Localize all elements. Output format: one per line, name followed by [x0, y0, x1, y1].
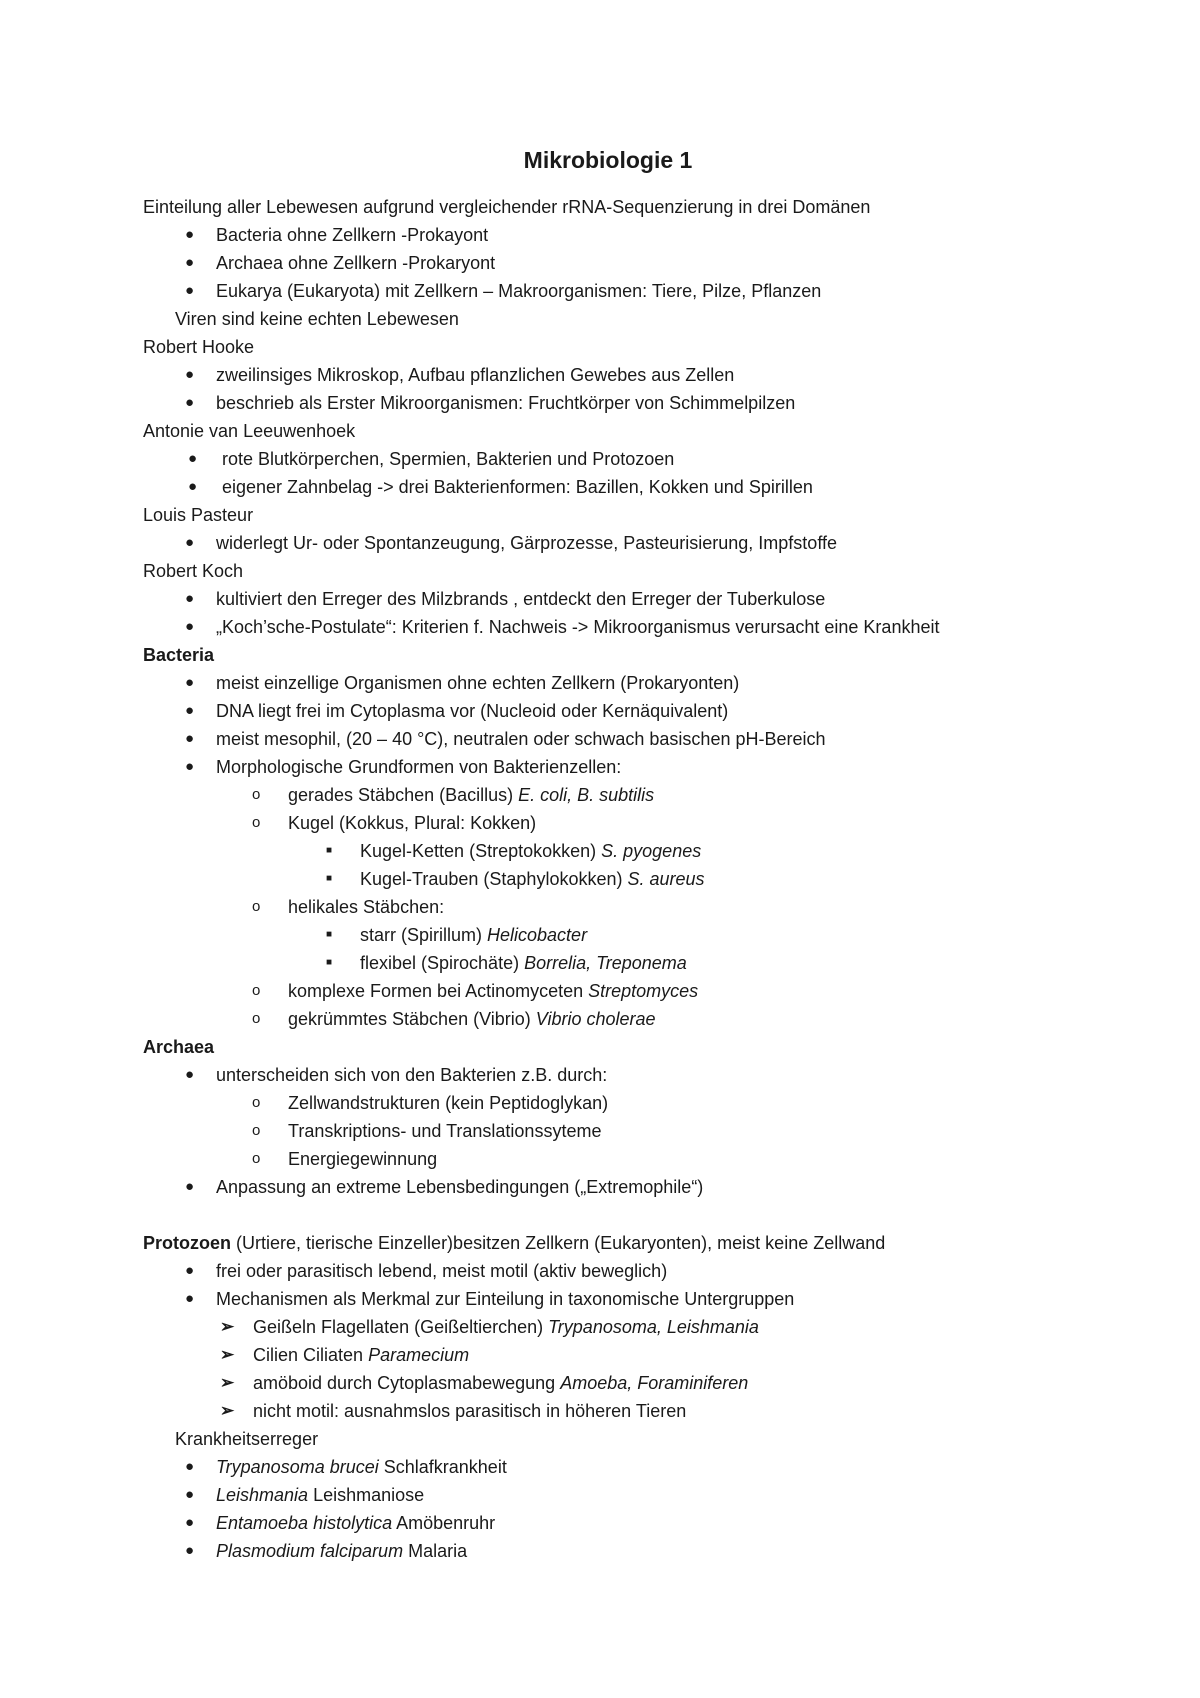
line-text: [216, 669, 739, 697]
list-item: [143, 389, 1073, 417]
text-run: helikales Stäbchen:: [288, 897, 445, 917]
bullet-marker: ●: [185, 254, 195, 271]
text-run: meist einzellige Organismen ohne echten Zellkern (Prokaryonten): [216, 673, 740, 693]
text-run: Bacteria ohne Zellkern -Prokayont: [216, 225, 489, 245]
text-run: Amöbenruhr: [392, 1513, 496, 1533]
bullet-marker: ●: [185, 1262, 195, 1279]
list-item: [143, 949, 1073, 977]
italic-text: Entamoeba histolytica: [216, 1513, 393, 1533]
line-text: [253, 1369, 748, 1397]
line-text: [253, 1341, 469, 1369]
line-text: [222, 445, 674, 473]
arrow-marker: ➢: [220, 1401, 235, 1420]
list-item: [143, 1005, 1073, 1033]
text-run: komplexe Formen bei Actinomyceten: [288, 981, 589, 1001]
bullet-marker: ●: [188, 478, 198, 495]
line-text: [288, 893, 444, 921]
bullet-marker: ●: [185, 394, 195, 411]
italic-text: Leishmania: [216, 1485, 309, 1505]
line-text: [216, 1257, 667, 1285]
list-item: [143, 865, 1073, 893]
italic-text: Streptomyces: [588, 981, 699, 1001]
list-item: [143, 1257, 1073, 1285]
italic-text: E. coli, B. subtilis: [518, 785, 655, 805]
list-item: [143, 613, 1073, 641]
list-item: [143, 921, 1073, 949]
text-run: Archaea ohne Zellkern -Prokaryont: [216, 253, 496, 273]
line-text: [288, 1117, 601, 1145]
line-text: [216, 613, 939, 641]
list-item: [143, 669, 1073, 697]
bold-text: Protozoen: [143, 1233, 231, 1253]
line-text: [288, 809, 536, 837]
line-text: [143, 333, 254, 361]
text-run: Schlafkrankheit: [378, 1457, 507, 1477]
line-text: [360, 865, 705, 893]
text-run: Geißeln Flagellaten (Geißeltierchen): [253, 1317, 549, 1337]
list-item: [143, 1397, 1073, 1425]
bullet-marker: ●: [185, 730, 195, 747]
text-run: Krankheitserreger: [175, 1429, 319, 1449]
line-text: [288, 781, 654, 809]
text-run: Louis Pasteur: [143, 505, 254, 525]
text-run: nicht motil: ausnahmslos parasitisch in höheren Tieren: [253, 1401, 687, 1421]
page-title: Mikrobiologie 1: [523, 147, 693, 173]
bullet-marker: ●: [185, 1178, 195, 1195]
line-text: [216, 1537, 467, 1565]
text-run: Kugel-Ketten (Streptokokken): [360, 841, 602, 861]
text-run: Eukarya (Eukaryota) mit Zellkern – Makroorganismen: Tiere, Pilze, Pflanzen: [216, 281, 822, 301]
text-run: Transkriptions- und Translationssyteme: [288, 1121, 602, 1141]
text-line: [143, 1033, 1073, 1061]
line-text: [175, 305, 459, 333]
italic-text: Borrelia, Treponema: [524, 953, 687, 973]
arrow-marker: ➢: [220, 1317, 235, 1336]
text-run: Malaria: [403, 1541, 468, 1561]
bullet-marker: ●: [185, 1290, 195, 1307]
bullet-marker: ●: [185, 702, 195, 719]
text-line: [143, 501, 1073, 529]
bullet-marker: ●: [185, 1066, 195, 1083]
text-run: starr (Spirillum): [360, 925, 488, 945]
text-run: frei oder parasitisch lebend, meist motil (aktiv beweglich): [216, 1261, 668, 1281]
list-item: [143, 1341, 1073, 1369]
line-text: [143, 641, 214, 669]
line-text: [216, 249, 495, 277]
line-text: [143, 501, 253, 529]
line-text: [216, 1481, 424, 1509]
text-run: Anpassung an extreme Lebensbedingungen („Extremophile“): [216, 1177, 704, 1197]
text-run: eigener Zahnbelag -> drei Bakterienformen: Bazillen, Kokken und Spirillen: [222, 477, 813, 497]
text-run: Energiegewinnung: [288, 1149, 438, 1169]
text-line: [143, 417, 1073, 445]
text-run: DNA liegt frei im Cytoplasma vor (Nucleoid oder Kernäquivalent): [216, 701, 729, 721]
bold-text: Archaea: [143, 1037, 215, 1057]
text-run: zweilinsiges Mikroskop, Aufbau pflanzlichen Gewebes aus Zellen: [216, 365, 735, 385]
italic-text: Plasmodium falciparum: [216, 1541, 404, 1561]
circle-marker: o: [252, 898, 261, 915]
text-run: Kugel-Trauben (Staphylokokken): [360, 869, 628, 889]
list-item: [143, 1537, 1073, 1565]
line-text: [222, 473, 813, 501]
list-item: [143, 221, 1073, 249]
list-item: [143, 1453, 1073, 1481]
italic-text: Amoeba, Foraminiferen: [560, 1373, 749, 1393]
line-text: [216, 725, 826, 753]
text-line: [143, 641, 1073, 669]
list-item: [143, 977, 1073, 1005]
text-run: Robert Hooke: [143, 337, 255, 357]
list-item: [143, 1285, 1073, 1313]
italic-text: Paramecium: [368, 1345, 470, 1365]
line-text: [360, 921, 587, 949]
bullet-marker: ●: [185, 534, 195, 551]
line-text: [143, 557, 243, 585]
line-text: [216, 1509, 495, 1537]
text-run: Mechanismen als Merkmal zur Einteilung in taxonomische Untergruppen: [216, 1289, 795, 1309]
line-text: [216, 1173, 703, 1201]
bullet-marker: ●: [185, 674, 195, 691]
list-item: [143, 893, 1073, 921]
square-marker: ■: [326, 845, 333, 856]
line-text: [216, 1285, 794, 1313]
text-run: amöboid durch Cytoplasmabewegung: [253, 1373, 561, 1393]
line-text: [288, 1005, 656, 1033]
line-text: [216, 361, 734, 389]
line-text: [216, 585, 825, 613]
line-text: [143, 1229, 885, 1257]
bullet-marker: ●: [185, 282, 195, 299]
list-item: [143, 249, 1073, 277]
line-text: [216, 221, 488, 249]
text-run: unterscheiden sich von den Bakterien z.B. durch:: [216, 1065, 608, 1085]
text-run: meist mesophil, (20 – 40 °C), neutralen oder schwach basischen pH-Bereich: [216, 729, 826, 749]
line-text: [216, 277, 821, 305]
list-item: [143, 809, 1073, 837]
italic-text: S. pyogenes: [601, 841, 702, 861]
bullet-marker: ●: [185, 1542, 195, 1559]
arrow-marker: ➢: [220, 1345, 235, 1364]
list-item: [143, 473, 1073, 501]
line-text: [175, 1425, 318, 1453]
line-text: [253, 1397, 686, 1425]
line-text: [143, 1033, 214, 1061]
text-run: gerades Stäbchen (Bacillus): [288, 785, 519, 805]
circle-marker: o: [252, 1010, 261, 1027]
text-run: beschrieb als Erster Mikroorganismen: Fruchtkörper von Schimmelpilzen: [216, 393, 796, 413]
bullet-marker: ●: [185, 1514, 195, 1531]
circle-marker: o: [252, 1122, 261, 1139]
text-run: Leishmaniose: [308, 1485, 425, 1505]
text-run: Viren sind keine echten Lebewesen: [175, 309, 459, 329]
circle-marker: o: [252, 1094, 261, 1111]
text-line: [143, 193, 1073, 221]
text-run: Einteilung aller Lebewesen aufgrund vergleichender rRNA-Sequenzierung in drei Domänen: [143, 197, 871, 217]
arrow-marker: ➢: [220, 1373, 235, 1392]
list-item: [143, 1089, 1073, 1117]
square-marker: ■: [326, 873, 333, 884]
list-item: [143, 445, 1073, 473]
list-item: [143, 1313, 1073, 1341]
line-text: [360, 949, 687, 977]
text-run: widerlegt Ur- oder Spontanzeugung, Gärprozesse, Pasteurisierung, Impfstoffe: [216, 533, 837, 553]
bullet-marker: ●: [185, 590, 195, 607]
italic-text: Trypanosoma, Leishmania: [548, 1317, 759, 1337]
line-text: [216, 389, 795, 417]
list-item: [143, 277, 1073, 305]
text-run: Kugel (Kokkus, Plural: Kokken): [288, 813, 537, 833]
italic-text: Helicobacter: [487, 925, 588, 945]
line-text: [143, 193, 870, 221]
text-line: [143, 1229, 1073, 1257]
circle-marker: o: [252, 814, 261, 831]
text-run: Morphologische Grundformen von Bakterienzellen:: [216, 757, 622, 777]
list-item: [143, 361, 1073, 389]
text-run: flexibel (Spirochäte): [360, 953, 525, 973]
list-item: [143, 1509, 1073, 1537]
text-run: rote Blutkörperchen, Spermien, Bakterien und Protozoen: [222, 449, 675, 469]
bullet-marker: ●: [185, 758, 195, 775]
line-text: [360, 837, 701, 865]
list-item: [143, 837, 1073, 865]
line-text: [288, 1145, 437, 1173]
line-text: [216, 753, 621, 781]
bullet-marker: ●: [185, 1486, 195, 1503]
italic-text: S. aureus: [627, 869, 705, 889]
list-item: [143, 753, 1073, 781]
text-run: kultiviert den Erreger des Milzbrands , entdeckt den Erreger der Tuberkulose: [216, 589, 826, 609]
circle-marker: o: [252, 1150, 261, 1167]
text-run: „Koch’sche-Postulate“: Kriterien f. Nachweis -> Mikroorganismus verursacht eine Krankheit: [216, 617, 940, 637]
text-line: [143, 333, 1073, 361]
list-item: [143, 697, 1073, 725]
list-item: [143, 1061, 1073, 1089]
bullet-marker: ●: [185, 1458, 195, 1475]
bullet-marker: ●: [185, 366, 195, 383]
text-run: Cilien Ciliaten: [253, 1345, 369, 1365]
line-text: [288, 1089, 608, 1117]
list-item: [143, 529, 1073, 557]
italic-text: Vibrio cholerae: [535, 1009, 656, 1029]
bullet-marker: ●: [188, 450, 198, 467]
document-body: [143, 193, 1073, 1565]
text-run: (Urtiere, tierische Einzeller)besitzen Zellkern (Eukaryonten), meist keine Zellwand: [231, 1233, 886, 1253]
line-text: [216, 697, 728, 725]
line-text: [216, 529, 837, 557]
text-run: Robert Koch: [143, 561, 244, 581]
line-text: [216, 1453, 507, 1481]
line-text: [253, 1313, 759, 1341]
square-marker: ■: [326, 929, 333, 940]
circle-marker: o: [252, 786, 261, 803]
text-run: Antonie van Leeuwenhoek: [143, 421, 356, 441]
line-text: [288, 977, 698, 1005]
list-item: [143, 781, 1073, 809]
circle-marker: o: [252, 982, 261, 999]
line-text: [143, 417, 355, 445]
list-item: [143, 1117, 1073, 1145]
list-item: [143, 1481, 1073, 1509]
text-line: [143, 1425, 1073, 1453]
list-item: [143, 1145, 1073, 1173]
text-line: [143, 557, 1073, 585]
line-text: [216, 1061, 607, 1089]
square-marker: ■: [326, 957, 333, 968]
document-page: [143, 140, 1073, 1565]
text-run: gekrümmtes Stäbchen (Vibrio): [288, 1009, 536, 1029]
list-item: [143, 725, 1073, 753]
list-item: [143, 585, 1073, 613]
italic-text: Trypanosoma brucei: [216, 1457, 379, 1477]
bold-text: Bacteria: [143, 645, 215, 665]
bullet-marker: ●: [185, 618, 195, 635]
bullet-marker: ●: [185, 226, 195, 243]
list-item: [143, 1173, 1073, 1201]
text-line: [143, 305, 1073, 333]
text-run: Zellwandstrukturen (kein Peptidoglykan): [288, 1093, 609, 1113]
list-item: [143, 1369, 1073, 1397]
